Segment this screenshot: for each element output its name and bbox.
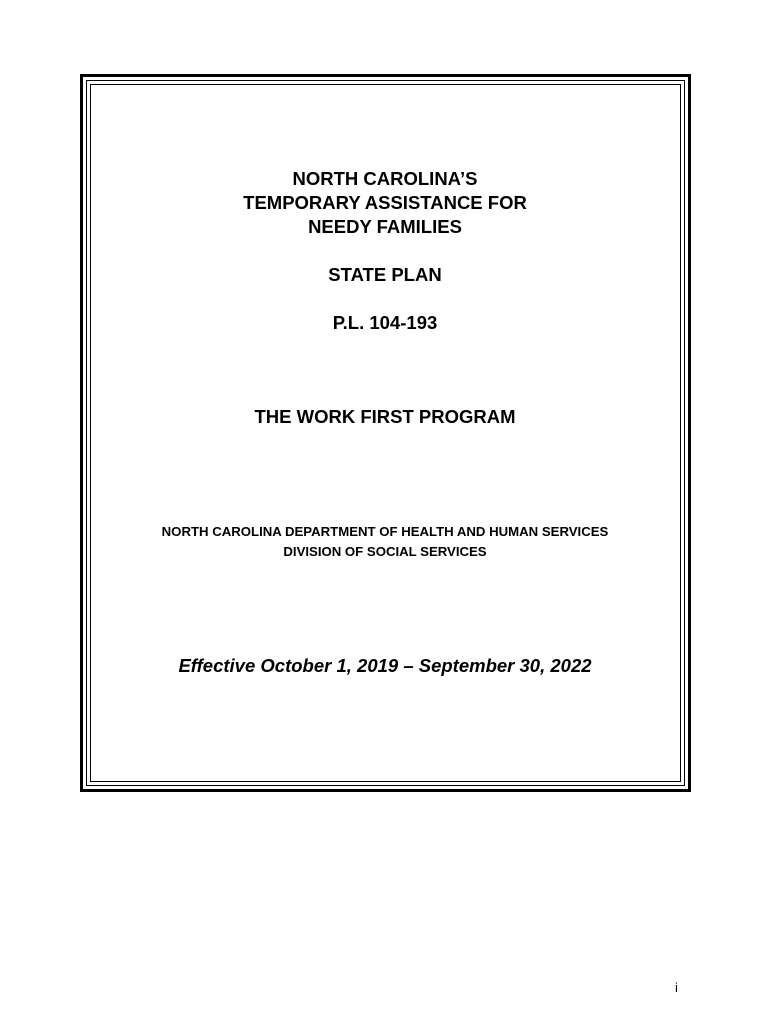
state-plan-heading: STATE PLAN [328,264,442,285]
division-name: DIVISION OF SOCIAL SERVICES [283,544,487,559]
title-line-1: NORTH CAROLINA’S [292,168,478,189]
public-law-number: P.L. 104-193 [332,312,438,333]
page-number: i [675,980,678,995]
title-line-2: TEMPORARY ASSISTANCE FOR [243,192,527,213]
program-name: THE WORK FIRST PROGRAM [254,406,516,427]
department-name: NORTH CAROLINA DEPARTMENT OF HEALTH AND HUMAN SERVICES [161,524,609,539]
title-line-3: NEEDY FAMILIES [308,216,462,237]
effective-dates: Effective October 1, 2019 – September 30, 2022 [178,655,592,676]
